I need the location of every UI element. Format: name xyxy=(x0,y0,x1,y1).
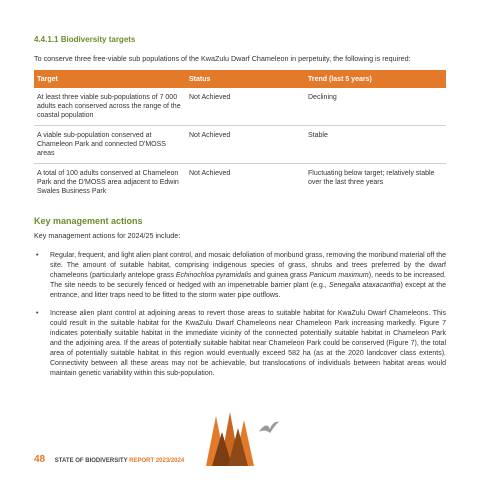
table-row xyxy=(34,126,446,164)
page-footer xyxy=(34,454,184,465)
bird-icon xyxy=(258,420,280,436)
bullet-glyph: • xyxy=(36,310,39,317)
bullet-glyph: • xyxy=(36,252,39,259)
table-header-status: Status xyxy=(186,70,305,88)
bullet-text: and guinea grass xyxy=(251,272,310,279)
table-cell-status: Not Achieved xyxy=(186,88,305,126)
species-name: Panicum maximum xyxy=(309,272,369,279)
species-name: Echinochloa pyramidalis xyxy=(175,272,252,279)
table-header-row xyxy=(34,70,446,88)
key-actions-heading: Key management actions xyxy=(34,216,143,226)
section-heading: 4.4.1.1 Biodiversity targets xyxy=(34,35,136,44)
page-number: 48 xyxy=(34,454,46,465)
bullet-text: Regular, frequent, and light alien plant control, and mosaic defoliation of moribund grass, removing the moribund material off the site. The amount of suitable habitat, comprising indigenous species of grass, shrubs and trees preferred by the dwarf chameleons (particularly antelope grass xyxy=(50,252,446,279)
mountain-logo-icon xyxy=(206,406,262,466)
bullet-text: ) except at the entrance, and litter traps need to be fitted to the storm water pipe outflows. xyxy=(50,282,446,299)
table-cell-trend: Stable xyxy=(305,126,446,164)
key-actions-lead: Key management actions for 2024/25 include: xyxy=(34,231,181,240)
table-cell-target: A total of 100 adults conserved at Chameleon Park and the D'MOSS area adjacent to Edwin Swales Business Park xyxy=(37,170,179,195)
table-cell-target: A viable sub-population conserved at Chameleon Park and connected D'MOSS areas xyxy=(34,126,186,164)
table-cell-trend: Declining xyxy=(305,88,446,126)
table-header-trend: Trend (last 5 years) xyxy=(305,70,446,88)
report-title-suffix: REPORT 2023/2024 xyxy=(129,458,185,464)
table-cell-status: Not Achieved xyxy=(189,170,231,177)
table-header-target: Target xyxy=(34,70,186,88)
list-item xyxy=(34,251,446,301)
list-item xyxy=(34,309,446,379)
bullet-text: Increase alien plant control at adjoining areas to revert those areas to suitable habitat for KwaZulu Dwarf Chameleons. This could result in the suitable habitat for the KwaZulu Dwarf Chameleons near Chameleon Park increasing markedly. Figure 7 indicates potentially suitable habitat in the immediate vicinity of the connected potentially suitable habitat in Chameleon Park and the adjoining area. If the areas of potentially suitable habitat near Chameleon Park could be conserved (Figure 7), the total area of potentially suitable habitat in this region would eventually exceed 582 ha (as at the 2020 landcover class extents). Connectivity between all these areas may not be achievable, but translocations of individuals between habitat areas would maintain genetic variability within this sub-population. xyxy=(50,310,446,377)
key-actions-list xyxy=(34,251,446,387)
table-row xyxy=(34,88,446,126)
table-cell-status: Not Achieved xyxy=(186,126,305,164)
bullet-text: ), needs to be increased. The site needs to be securely fenced or hedged with an impenetrable barrier plant (e.g., xyxy=(50,272,446,289)
species-name: Senegalia ataxacantha xyxy=(328,282,401,289)
table-cell-target: At least three viable sub-populations of 7 000 adults each conserved across the range of the coastal population xyxy=(34,88,186,126)
report-title: STATE OF BIODIVERSITY xyxy=(54,458,128,464)
table-cell-trend: Fluctuating below target; relatively stable over the last three years xyxy=(308,170,435,186)
targets-table xyxy=(34,70,446,201)
table-row xyxy=(34,164,446,202)
intro-paragraph: To conserve three free-viable sub populations of the KwaZulu Dwarf Chameleon in perpetuity, the following is required: xyxy=(34,54,411,63)
